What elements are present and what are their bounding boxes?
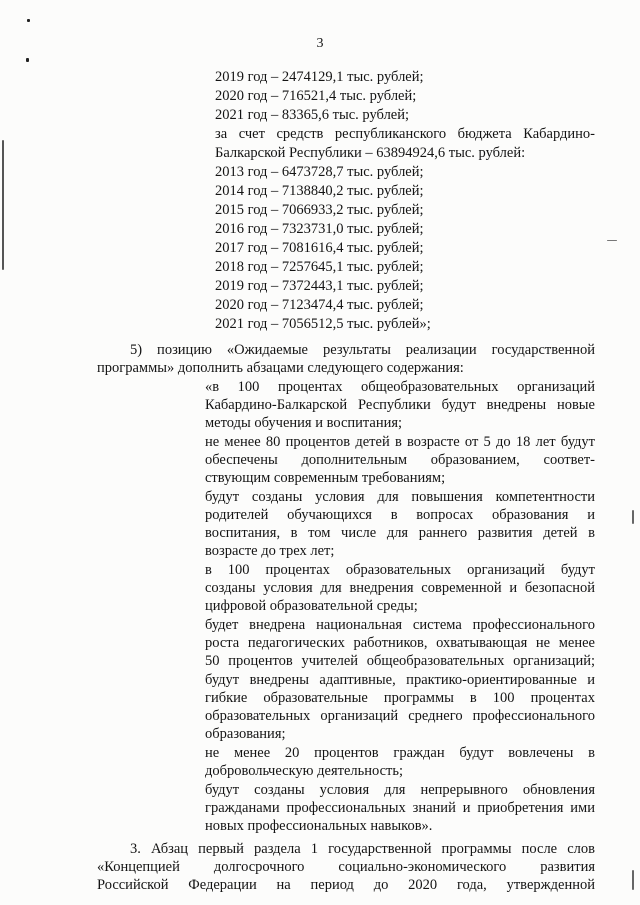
paragraph-line: 3. Абзац первый раздела 1 государственной программы после слов bbox=[130, 841, 595, 857]
result-line: не менее 80 процентов детей в возрасте от 5 до 18 лет будут bbox=[205, 434, 595, 450]
paragraph-line: «Концепцией долгосрочного социально-экономического развития bbox=[97, 859, 595, 875]
funding-line: 2017 год – 7081616,4 тыс. рублей; bbox=[215, 240, 424, 256]
result-line: роста педагогических работников, охватывающая не менее bbox=[205, 635, 595, 651]
result-line: будут созданы условия для непрерывного обновления bbox=[205, 782, 595, 798]
scan-edge bbox=[2, 140, 4, 270]
result-line: ствующим современным требованиям; bbox=[205, 470, 446, 486]
result-line: методы обучения и воспитания; bbox=[205, 415, 403, 431]
result-line: образовательных организаций среднего профессионального bbox=[205, 708, 595, 724]
page-number: 3 bbox=[316, 36, 324, 51]
funding-line: 2021 год – 7056512,5 тыс. рублей»; bbox=[215, 316, 431, 332]
result-line: не менее 20 процентов граждан будут вовлечены в bbox=[205, 745, 595, 761]
paragraph-line: Российской Федерации на период до 2020 года, утвержденной bbox=[97, 877, 595, 893]
funding-line: 2016 год – 7323731,0 тыс. рублей; bbox=[215, 221, 424, 237]
funding-line: 2014 год – 7138840,2 тыс. рублей; bbox=[215, 183, 424, 199]
scan-edge bbox=[632, 510, 634, 524]
result-line: обеспечены дополнительным образованием, соответ- bbox=[205, 452, 595, 468]
scan-speck bbox=[607, 240, 617, 241]
result-line: «в 100 процентах общеобразовательных организаций bbox=[205, 379, 595, 395]
paragraph-line: программы» дополнить абзацами следующего содержания: bbox=[97, 360, 464, 376]
result-line: будут внедрены адаптивные, практико-ориентированные и bbox=[205, 672, 595, 688]
scan-edge bbox=[632, 870, 634, 890]
funding-line: 2015 год – 7066933,2 тыс. рублей; bbox=[215, 202, 424, 218]
funding-line: за счет средств республиканского бюджета Кабардино- bbox=[215, 126, 595, 142]
scan-speck bbox=[26, 58, 29, 62]
paragraph-line: 5) позицию «Ожидаемые результаты реализации государственной bbox=[130, 342, 595, 358]
result-line: воспитания, в том числе для раннего развития детей в bbox=[205, 525, 595, 541]
result-line: 50 процентов учителей общеобразовательных организаций; bbox=[205, 653, 595, 669]
result-line: новых профессиональных навыков». bbox=[205, 818, 433, 834]
result-line: гражданами профессиональных знаний и приобретения ими bbox=[205, 800, 595, 816]
result-line: образования; bbox=[205, 726, 286, 742]
result-line: в 100 процентах образовательных организаций будут bbox=[205, 562, 595, 578]
result-line: гибкие образовательные программы в 100 процентах bbox=[205, 690, 595, 706]
funding-line: 2020 год – 7123474,4 тыс. рублей; bbox=[215, 297, 424, 313]
result-line: Кабардино-Балкарской Республики будут внедрены новые bbox=[205, 397, 595, 413]
result-line: созданы условия для внедрения современной и безопасной bbox=[205, 580, 595, 596]
result-line: добровольческую деятельность; bbox=[205, 763, 404, 779]
result-line: возрасте до трех лет; bbox=[205, 543, 335, 559]
result-line: будут созданы условия для повышения компетентности bbox=[205, 489, 595, 505]
funding-line: 2021 год – 83365,6 тыс. рублей; bbox=[215, 107, 410, 123]
funding-line: 2020 год – 716521,4 тыс. рублей; bbox=[215, 88, 417, 104]
funding-line: 2018 год – 7257645,1 тыс. рублей; bbox=[215, 259, 424, 275]
scan-speck bbox=[27, 19, 30, 22]
funding-line: 2019 год – 7372443,1 тыс. рублей; bbox=[215, 278, 424, 294]
result-line: будет внедрена национальная система профессионального bbox=[205, 617, 595, 633]
result-line: цифровой образовательной среды; bbox=[205, 598, 418, 614]
funding-line: Балкарской Республики – 63894924,6 тыс. рублей: bbox=[215, 145, 526, 161]
result-line: родителей обучающихся в вопросах образования и bbox=[205, 507, 595, 523]
funding-line: 2019 год – 2474129,1 тыс. рублей; bbox=[215, 69, 424, 85]
funding-line: 2013 год – 6473728,7 тыс. рублей; bbox=[215, 164, 424, 180]
